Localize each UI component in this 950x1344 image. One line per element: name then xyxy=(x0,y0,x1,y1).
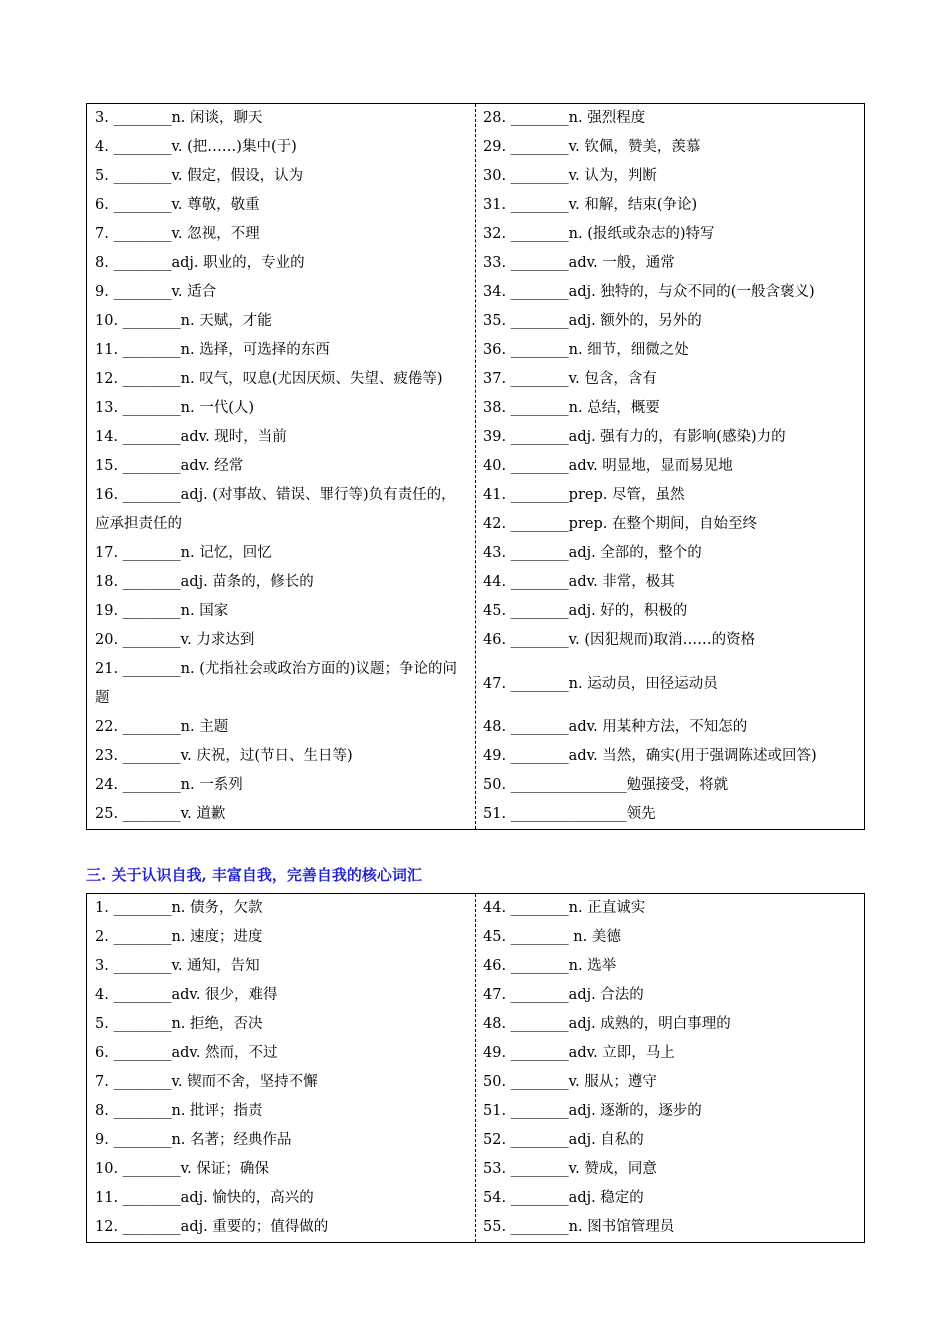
table-row xyxy=(87,481,864,539)
vocab-entry: 20. ________v. 力求达到 xyxy=(95,632,255,648)
vocab-entry: 37. ________v. 包含，含有 xyxy=(483,371,657,387)
vocab-entry: 44. ________adv. 非常，极其 xyxy=(483,574,675,590)
vocab-entry: 17. ________n. 记忆，回忆 xyxy=(95,545,272,561)
vocab-entry: 2. ________n. 速度；进度 xyxy=(95,929,263,945)
table-row xyxy=(87,539,864,568)
vocab-entry: 33. ________adv. 一般，通常 xyxy=(483,255,675,271)
table-row xyxy=(87,452,864,481)
vocab-entry: 7. ________v. 忽视，不理 xyxy=(95,226,260,242)
table-row xyxy=(87,1010,864,1039)
vocab-entry: 39. ________adj. 强有力的，有影响(感染)力的 xyxy=(483,429,786,445)
table-row xyxy=(87,394,864,423)
vocab-entry: 18. ________adj. 苗条的，修长的 xyxy=(95,574,314,590)
vocab-entry: 11. ________n. 选择，可选择的东西 xyxy=(95,342,330,358)
vocab-entry: 13. ________n. 一代(人) xyxy=(95,400,255,416)
vocab-table-1 xyxy=(86,103,865,830)
vocab-entry: 10. ________n. 天赋，才能 xyxy=(95,313,272,329)
vocab-entry: 49. ________adv. 当然，确实(用于强调陈述或回答) xyxy=(483,748,817,764)
vocab-entry: 43. ________adj. 全部的，整个的 xyxy=(483,545,702,561)
table-row xyxy=(87,1213,864,1242)
table-row xyxy=(87,923,864,952)
vocab-entry: 48. ________adj. 成熟的，明白事理的 xyxy=(483,1016,731,1032)
vocab-entry: 15. ________adv. 经常 xyxy=(95,458,244,474)
vocab-entry: 52. ________adj. 自私的 xyxy=(483,1132,644,1148)
vocab-entry: 55. ________n. 图书馆管理员 xyxy=(483,1219,675,1235)
vocab-entry: 22. ________n. 主题 xyxy=(95,719,229,735)
vocab-entry: 12. ________n. 叹气，叹息(尤因厌烦、失望、疲倦等) xyxy=(95,371,443,387)
table-row xyxy=(87,771,864,800)
vocab-entry: 9. ________v. 适合 xyxy=(95,284,217,300)
table-row xyxy=(87,133,864,162)
vocab-entry: 36. ________n. 细节，细微之处 xyxy=(483,342,689,358)
table-row xyxy=(87,423,864,452)
table-row xyxy=(87,336,864,365)
vocab-entry: 6. ________v. 尊敬，敬重 xyxy=(95,197,260,213)
table-row xyxy=(87,713,864,742)
vocab-entry: 47. ________n. 运动员，田径运动员 xyxy=(483,675,718,692)
table-row xyxy=(87,249,864,278)
vocab-entry: 54. ________adj. 稳定的 xyxy=(483,1190,644,1206)
vocab-entry: 14. ________adv. 现时，当前 xyxy=(95,429,287,445)
table-row xyxy=(87,191,864,220)
table-row xyxy=(87,1155,864,1184)
vocab-entry: 5. ________n. 拒绝，否决 xyxy=(95,1016,263,1032)
vocab-entry: 45. ________ n. 美德 xyxy=(483,929,621,945)
table-row xyxy=(87,568,864,597)
vocab-entry: 45. ________adj. 好的，积极的 xyxy=(483,603,688,619)
table-row xyxy=(87,894,864,923)
table-row xyxy=(87,1068,864,1097)
table-row xyxy=(87,220,864,249)
vocab-entry: 1. ________n. 债务，欠款 xyxy=(95,900,263,916)
vocab-entry: 29. ________v. 钦佩，赞美，羡慕 xyxy=(483,139,701,155)
vocab-entry: 50. ________________勉强接受，将就 xyxy=(483,777,729,793)
vocab-entry: 38. ________n. 总结，概要 xyxy=(483,400,660,416)
vocab-entry: 5. ________v. 假定，假设，认为 xyxy=(95,168,304,184)
vocab-entry: 8. ________n. 批评；指责 xyxy=(95,1103,263,1119)
vocab-entry: 51. ________adj. 逐渐的，逐步的 xyxy=(483,1103,702,1119)
vocab-entry: 48. ________adv. 用某种方法，不知怎的 xyxy=(483,719,748,735)
vocab-entry: 23. ________v. 庆祝，过(节日、生日等) xyxy=(95,748,353,764)
vocab-entry: 11. ________adj. 愉快的，高兴的 xyxy=(95,1190,314,1206)
table-row xyxy=(87,981,864,1010)
vocab-entry: 42. ________prep. 在整个期间，自始至终 xyxy=(483,516,757,532)
vocab-entry: 3. ________n. 闲谈，聊天 xyxy=(95,110,263,126)
vocab-entry: 50. ________v. 服从；遵守 xyxy=(483,1074,657,1090)
vocab-entry: 40. ________adv. 明显地，显而易见地 xyxy=(483,458,733,474)
table-row xyxy=(87,597,864,626)
vocab-entry: 49. ________adv. 立即，马上 xyxy=(483,1045,675,1061)
vocab-entry: 28. ________n. 强烈程度 xyxy=(483,110,646,126)
table-row xyxy=(87,800,864,829)
vocab-entry: 46. ________n. 选举 xyxy=(483,958,617,974)
table-row xyxy=(87,162,864,191)
vocab-entry: 34. ________adj. 独特的，与众不同的(一般含褒义) xyxy=(483,284,815,300)
vocab-entry: 44. ________n. 正直诚实 xyxy=(483,900,646,916)
vocab-entry: 19. ________n. 国家 xyxy=(95,603,229,619)
table-row xyxy=(87,626,864,655)
vocab-entry: 25. ________v. 道歉 xyxy=(95,806,226,822)
vocab-entry: 35. ________adj. 额外的，另外的 xyxy=(483,313,702,329)
table-row xyxy=(87,307,864,336)
vocab-entry: 16. ________adj. (对事故、错误、罪行等)负有责任的，应承担责任的 xyxy=(95,487,456,532)
table-row xyxy=(87,655,864,713)
vocab-entry: 21. ________n. (尤指社会或政治方面的)议题；争论的问题 xyxy=(95,661,458,706)
vocab-entry: 32. ________n. (报纸或杂志的)特写 xyxy=(483,226,715,242)
vocab-entry: 53. ________v. 赞成，同意 xyxy=(483,1161,657,1177)
section-heading: 三. 关于认识自我, 丰富自我，完善自我的核心词汇 xyxy=(86,866,422,884)
vocab-entry: 41. ________prep. 尽管，虽然 xyxy=(483,487,685,503)
vocab-entry: 30. ________v. 认为，判断 xyxy=(483,168,657,184)
table-row xyxy=(87,278,864,307)
vocab-entry: 7. ________v. 锲而不舍，坚持不懈 xyxy=(95,1074,318,1090)
vocab-entry: 4. ________v. (把……)集中(于) xyxy=(95,139,297,155)
vocab-entry: 3. ________v. 通知，告知 xyxy=(95,958,260,974)
vocab-entry: 4. ________adv. 很少，难得 xyxy=(95,987,278,1003)
vocab-entry: 12. ________adj. 重要的；值得做的 xyxy=(95,1219,329,1235)
vocab-entry: 10. ________v. 保证；确保 xyxy=(95,1161,269,1177)
table-row xyxy=(87,1097,864,1126)
vocab-entry-pair xyxy=(475,481,864,539)
table-row xyxy=(87,1039,864,1068)
vocab-entry: 9. ________n. 名著；经典作品 xyxy=(95,1132,292,1148)
vocab-entry: 51. ________________领先 xyxy=(483,806,656,822)
vocab-entry: 24. ________n. 一系列 xyxy=(95,777,243,793)
table-row xyxy=(87,952,864,981)
vocab-entry: 31. ________v. 和解，结束(争论) xyxy=(483,197,698,213)
vocab-entry: 46. ________v. (因犯规而)取消……的资格 xyxy=(483,632,756,648)
vocab-entry: 8. ________adj. 职业的，专业的 xyxy=(95,255,305,271)
table-row xyxy=(87,1126,864,1155)
table-row xyxy=(87,1184,864,1213)
vocab-entry: 6. ________adv. 然而，不过 xyxy=(95,1045,278,1061)
vocab-entry: 47. ________adj. 合法的 xyxy=(483,987,644,1003)
table-row xyxy=(87,742,864,771)
table-row xyxy=(87,365,864,394)
vocab-table-2 xyxy=(86,893,865,1243)
table-row xyxy=(87,104,864,133)
